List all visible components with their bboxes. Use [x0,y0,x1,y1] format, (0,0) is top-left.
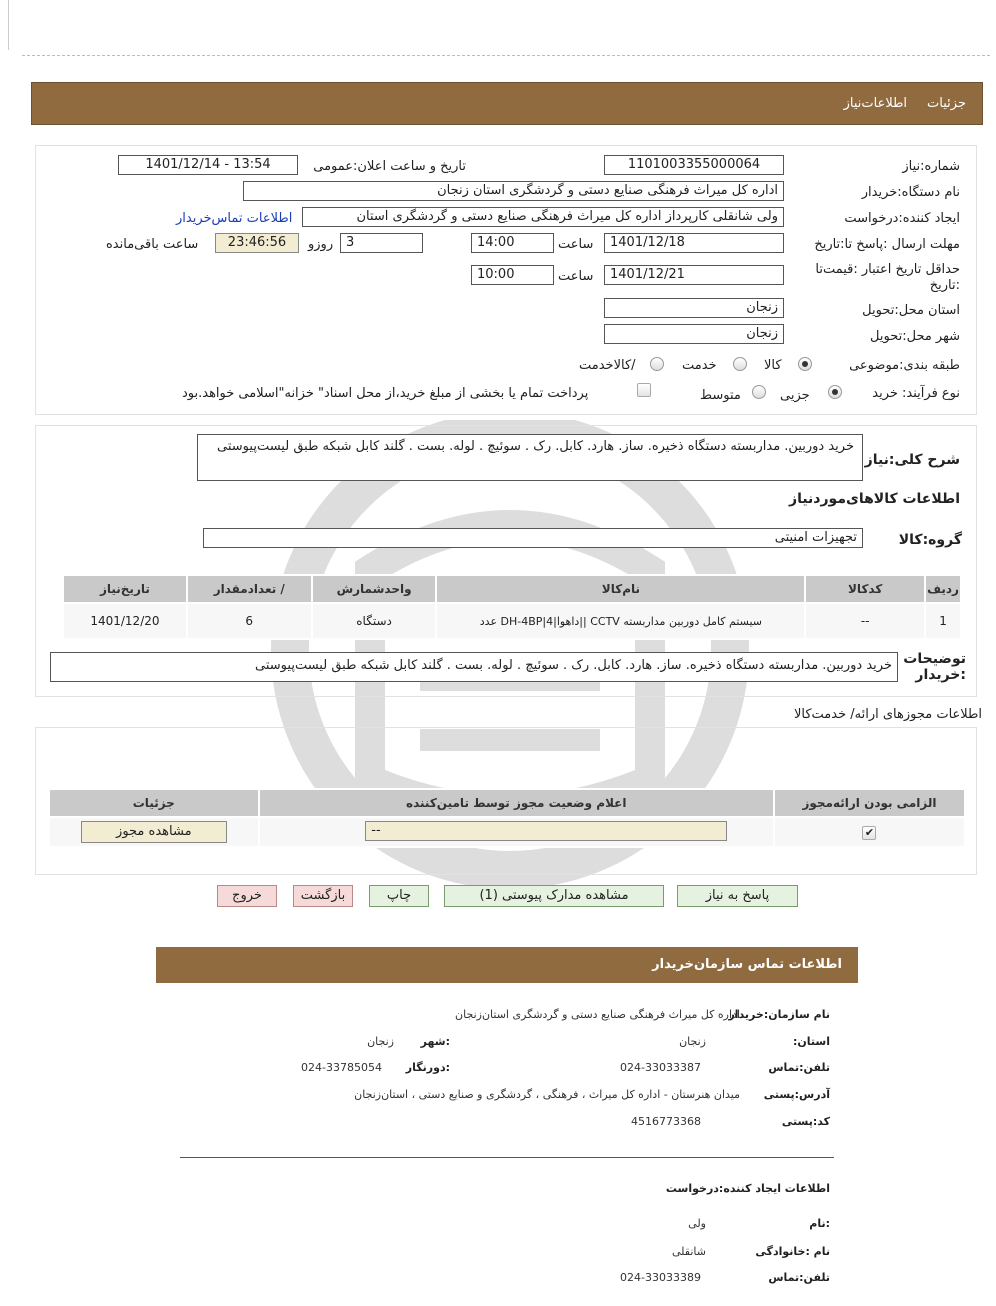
radio-medium-label: متوسط [700,388,741,403]
view-attachments-button[interactable]: مشاهده مدارک پیوستی (1) [444,885,664,907]
goods-group-label: گروه:کالا [898,532,962,548]
view-permit-button[interactable]: مشاهده مجوز [81,821,227,843]
validity-time-field: 10:00 [471,265,554,285]
process-label: نوع فرآیند: خرید [872,386,960,401]
creator-phone-value: 024-33033389 [620,1271,701,1284]
cell-permit-details [49,817,259,847]
contact-address-value: میدان هنرستان - اداره کل میراث ، فرهنگی ، گردشگری و صنایع دستی ، استان‌زنجان [354,1088,740,1101]
announce-field: 1401/12/14 - 13:54 [118,155,298,175]
validity-date-field: 1401/12/21 [604,265,784,285]
creator-name-value: ولی [688,1217,706,1230]
contact-address-label: آدرس:پستی [763,1088,830,1101]
radio-partial[interactable] [828,385,842,399]
buyer-notes-field: خرید دوربین. مداربسته دستگاه ذخیره. ساز. هارد. کابل. رک . سوئیچ . لوله. بست . گلند کابل شبکه طبق لیست‌پیوستی [50,652,898,682]
creator-info-title: اطلاعات ایجاد کننده:درخواست [665,1182,830,1195]
items-table [62,574,962,640]
days-field: 3 [340,233,423,253]
creator-field: ولی شانقلی کارپرداز اداره کل میراث فرهنگی صنایع دستی و گردشگری استان [302,207,784,227]
left-edge-line [8,0,9,50]
print-button[interactable]: چاپ [369,885,429,907]
deadline-time-field: 14:00 [471,233,554,253]
table-row [63,603,961,639]
treasury-payment-note: پرداخت تمام یا بخشی از مبلغ خرید،از محل اسناد" خزانه"اسلامی خواهد.بود [182,386,589,401]
buyer-notes-label: توضیحات :خریدار [903,651,966,683]
col-row: ردیف [925,575,961,603]
col-unit: واحدشمارش [312,575,437,603]
buyer-contact-bar: اطلاعات تماس سازمان‌خریدار [156,947,858,983]
col-permit-required: الزامی بودن ارائه‌مجوز [774,789,965,817]
announce-label: تاریخ و ساعت اعلان:عمومی [313,159,466,174]
contact-org-value: اداره کل میراث فرهنگی صنایع دستی و گردشگری استان‌زنجان [455,1008,740,1021]
radio-goods[interactable] [798,357,812,371]
cell-permit-required [774,817,965,847]
col-permit-details: جزئیات [49,789,259,817]
top-divider [22,55,990,56]
validity-label: حداقل تاریخ اعتبار :قیمت‌تا :تاریخ [815,262,960,293]
contact-phone-value: 024-33033387 [620,1061,701,1074]
deadline-date-field: 1401/12/18 [604,233,784,253]
radio-medium[interactable] [752,385,766,399]
col-qty: / تعدادمقدار [187,575,312,603]
col-name: نام‌کالا [436,575,805,603]
exit-button[interactable]: خروج [217,885,277,907]
province-field: زنجان [604,298,784,318]
province-label: استان محل:تحویل [862,303,960,318]
creator-label: ایجاد کننده:درخواست [844,211,960,226]
tab-details[interactable]: جزئیات [927,96,966,111]
goods-group-field: تجهیزات امنیتی [203,528,863,548]
cell-unit: دستگاه [312,603,437,639]
reply-button[interactable]: پاسخ به نیاز [677,885,798,907]
city-label: شهر محل:تحویل [870,329,960,344]
contact-province-value: زنجان [679,1035,706,1048]
need-number-label: شماره:نیاز [902,159,960,174]
cell-date: 1401/12/20 [63,603,187,639]
summary-field: خرید دوربین. مداربسته دستگاه ذخیره. ساز. هارد. کابل. رک . سوئیچ . لوله. بست . گلند کابل شبکه طبق لیست‌پیوستی [197,434,863,481]
category-label: طبقه بندی:موضوعی [849,358,960,373]
validity-time-label: ساعت [558,269,594,284]
col-permit-status: اعلام وضعیت مجوز توسط تامین‌کننده [259,789,774,817]
deadline-label: مهلت ارسال :پاسخ تا:تاریخ [814,237,960,252]
treasury-payment-checkbox[interactable] [637,383,651,397]
creator-family-label: نام :خانوادگی [755,1245,830,1258]
radio-service-label: خدمت [682,358,717,373]
radio-goods-service-label: /کالاخدمت [579,358,636,373]
contact-city-value: زنجان [367,1035,394,1048]
contact-province-label: استان: [793,1035,830,1048]
contact-postal-value: 4516773368 [631,1115,701,1128]
permits-table [48,788,966,848]
buyer-org-label: نام دستگاه:خریدار [861,185,960,200]
need-number-field: 1101003355000064 [604,155,784,175]
back-button[interactable]: بازگشت [293,885,353,907]
summary-label: شرح کلی:نیاز [864,452,960,468]
col-date: تاریخ‌نیاز [63,575,187,603]
cell-name: سیستم کامل دوربین مداربسته CCTV ||داهوا|4|DH-4BP عدد [436,603,805,639]
contact-divider [180,1157,834,1158]
city-field: زنجان [604,324,784,344]
cell-row: 1 [925,603,961,639]
creator-family-value: شانقلی [671,1245,706,1258]
contact-fax-value: 024-33785054 [301,1061,382,1074]
cell-permit-status [259,817,774,847]
contact-org-label: نام سازمان:خریدار [728,1008,830,1021]
contact-city-label: :شهر [420,1035,450,1048]
header-bar [31,82,983,125]
buyer-contact-link[interactable]: اطلاعات تماس‌خریدار [176,211,293,226]
goods-info-label: اطلاعات کالاهای‌موردنیاز [789,491,960,507]
contact-postal-label: کد:پستی [781,1115,830,1128]
days-label: روزو [308,237,334,252]
remaining-time-field: 23:46:56 [215,233,299,253]
cell-code: -- [805,603,925,639]
contact-fax-label: :دورنگار [405,1061,450,1074]
permit-status-field[interactable]: -- [365,821,727,841]
creator-phone-label: تلفن:تماس [768,1271,830,1284]
creator-name-label: :نام [809,1217,830,1230]
contact-phone-label: تلفن:تماس [768,1061,830,1074]
cell-qty: 6 [187,603,312,639]
deadline-time-label: ساعت [558,237,594,252]
col-code: کدکالا [805,575,925,603]
radio-goods-label: کالا [764,358,782,373]
permits-section-label: اطلاعات مجوزهای ارائه/ خدمت‌کالا [793,707,982,722]
remaining-label: ساعت باقی‌مانده [106,237,199,252]
buyer-org-field: اداره کل میراث فرهنگی صنایع دستی و گردشگری استان زنجان [243,181,784,201]
radio-goods-service[interactable] [650,357,664,371]
radio-partial-label: جزیی [780,388,810,403]
table-row [49,817,965,847]
tab-need-info[interactable]: اطلاعات‌نیاز [843,96,908,111]
permit-required-checkbox[interactable]: ✔ [862,826,876,840]
radio-service[interactable] [733,357,747,371]
